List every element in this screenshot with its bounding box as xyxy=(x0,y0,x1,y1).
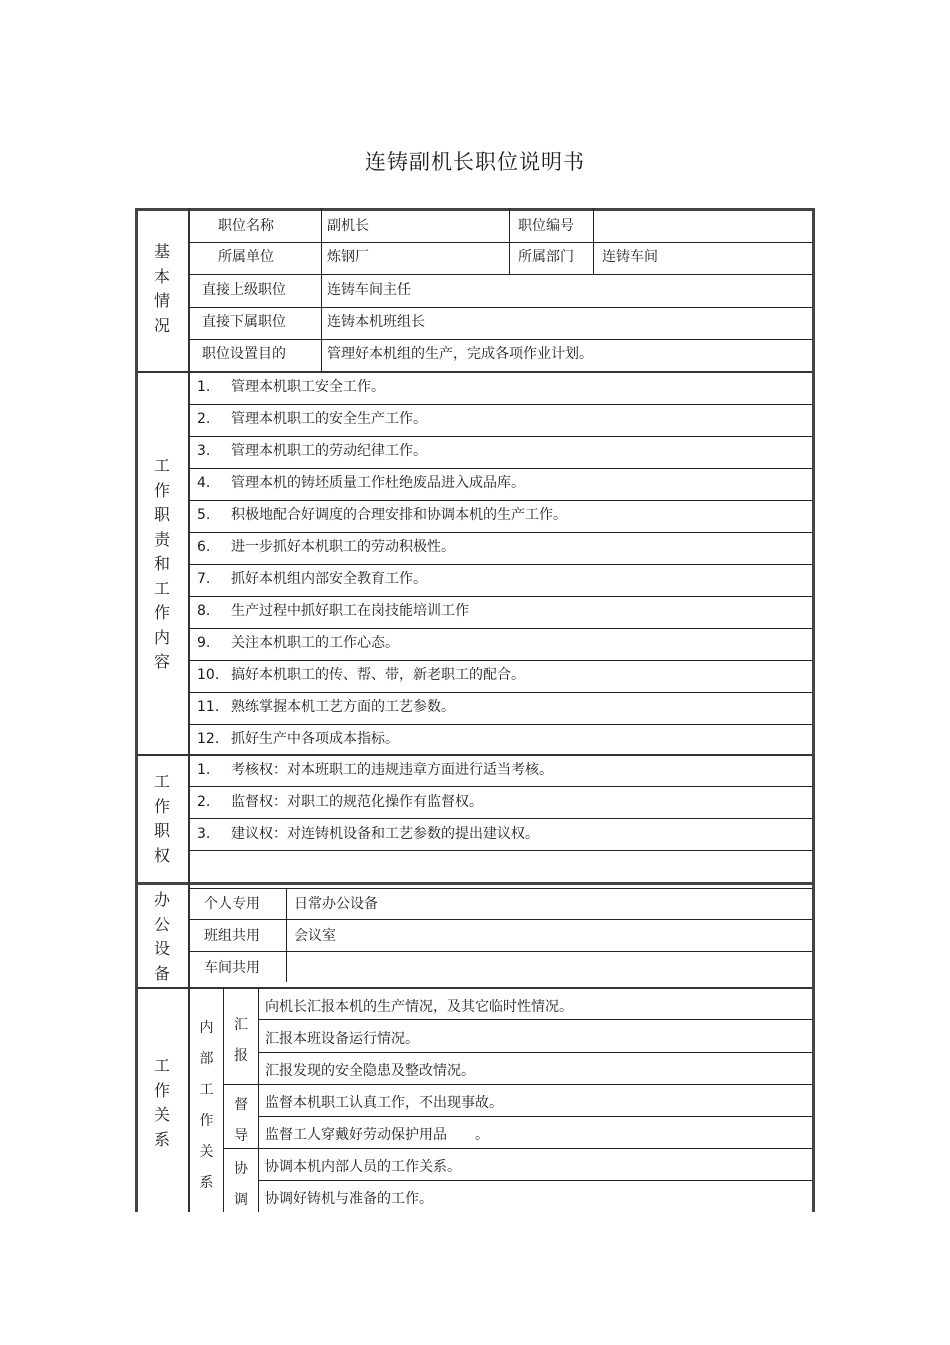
section-char: 责 xyxy=(153,529,170,549)
section-char: 本 xyxy=(153,266,170,286)
item-number: 2. xyxy=(197,794,211,810)
section-char: 职 xyxy=(153,505,170,524)
duty-item xyxy=(197,569,427,589)
rule xyxy=(258,987,259,1212)
label-char: 汇 xyxy=(234,1017,248,1033)
label-char: 调 xyxy=(234,1192,248,1208)
authority-item xyxy=(197,792,483,812)
duty-item xyxy=(197,505,567,525)
subordinate-label: 直接下属职位 xyxy=(202,314,286,330)
section-char: 工 xyxy=(153,578,170,598)
rule xyxy=(189,596,812,597)
item-number: 7. xyxy=(197,571,211,587)
rule xyxy=(189,692,812,693)
section-char: 工 xyxy=(153,456,170,475)
rule xyxy=(286,888,287,982)
rule xyxy=(189,242,812,243)
item-text: 管理本机职工的安全生产工作。 xyxy=(231,411,427,427)
duty-item xyxy=(197,729,399,749)
duty-item xyxy=(197,377,385,397)
label-char: 导 xyxy=(234,1128,248,1144)
dept-label: 所属部门 xyxy=(518,249,574,265)
duty-item xyxy=(197,537,455,557)
label-char: 作 xyxy=(199,1113,214,1129)
label-char: 报 xyxy=(234,1048,248,1064)
authority-item xyxy=(197,760,553,780)
section-char: 情 xyxy=(153,291,170,310)
rule xyxy=(259,1116,812,1117)
section-char: 容 xyxy=(153,652,170,671)
item-number: 12. xyxy=(197,731,220,747)
unit-value: 炼钢厂 xyxy=(327,249,369,265)
section-char: 况 xyxy=(153,315,170,335)
section-label-equipment xyxy=(138,888,186,986)
rule xyxy=(189,532,812,533)
supervise-item: 监督工人穿戴好劳动保护用品 。 xyxy=(265,1127,489,1143)
rule xyxy=(189,724,812,725)
rule xyxy=(189,850,812,851)
label-char: 内 xyxy=(199,1020,214,1036)
item-text: 考核权：对本班职工的违规违章方面进行适当考核。 xyxy=(231,762,553,778)
supervise-item: 监督本机职工认真工作，不出现事故。 xyxy=(265,1095,503,1111)
section-label-authority xyxy=(138,770,186,868)
rule xyxy=(189,468,812,469)
label-char: 部 xyxy=(199,1051,214,1067)
supervise-label xyxy=(224,1090,258,1152)
item-number: 3. xyxy=(197,826,211,842)
item-text: 熟练掌握本机工艺方面的工艺参数。 xyxy=(231,699,455,715)
section-label-basic xyxy=(138,240,186,338)
duty-item xyxy=(197,409,427,429)
dept-value: 连铸车间 xyxy=(602,249,658,265)
item-number: 6. xyxy=(197,539,211,555)
duty-item xyxy=(197,473,525,493)
label-char: 协 xyxy=(234,1161,248,1177)
item-text: 管理本机职工的劳动纪律工作。 xyxy=(231,443,427,459)
rule xyxy=(189,786,812,787)
section-char: 和 xyxy=(153,554,170,573)
item-number: 1. xyxy=(197,762,211,778)
item-number: 9. xyxy=(197,635,211,651)
item-number: 8. xyxy=(197,603,211,619)
rule xyxy=(189,628,812,629)
rule xyxy=(138,754,812,756)
section-char: 权 xyxy=(153,845,170,865)
rule xyxy=(593,208,594,274)
item-text: 管理本机职工安全工作。 xyxy=(231,379,385,395)
duty-item xyxy=(197,665,525,685)
rule xyxy=(189,436,812,437)
section-char: 公 xyxy=(153,914,170,934)
coordinate-label xyxy=(224,1154,258,1216)
rule xyxy=(321,208,322,371)
equipment-value: 会议室 xyxy=(294,928,336,944)
rule xyxy=(189,951,812,952)
duty-item xyxy=(197,633,399,653)
label-char: 系 xyxy=(199,1175,214,1191)
rule xyxy=(259,1019,812,1020)
unit-label: 所属单位 xyxy=(218,249,274,265)
rule xyxy=(259,1052,812,1053)
label-char: 关 xyxy=(199,1144,214,1160)
equipment-label: 个人专用 xyxy=(204,896,260,912)
rule xyxy=(189,818,812,819)
rule xyxy=(138,371,812,373)
item-number: 4. xyxy=(197,475,211,491)
equipment-label: 班组共用 xyxy=(204,928,260,944)
equipment-label: 车间共用 xyxy=(204,960,260,976)
rule xyxy=(189,274,812,275)
report-item: 向机长汇报本机的生产情况，及其它临时性情况。 xyxy=(265,999,573,1015)
item-number: 10. xyxy=(197,667,220,683)
section-char: 设 xyxy=(153,939,170,958)
rule xyxy=(138,208,812,211)
item-number: 5. xyxy=(197,507,211,523)
position-name-value: 副机长 xyxy=(327,218,369,234)
report-label xyxy=(224,1010,258,1072)
item-text: 建议权：对连铸机设备和工艺参数的提出建议权。 xyxy=(231,826,539,842)
coordinate-item: 协调好铸机与准备的工作。 xyxy=(265,1191,433,1207)
section-char: 作 xyxy=(153,796,170,816)
report-item: 汇报本班设备运行情况。 xyxy=(265,1031,419,1047)
item-number: 2. xyxy=(197,411,211,427)
item-text: 监督权：对职工的规范化操作有监督权。 xyxy=(231,794,483,810)
subordinate-value: 连铸本机班组长 xyxy=(327,314,425,330)
rule xyxy=(188,208,190,882)
item-number: 1. xyxy=(197,379,211,395)
item-text: 管理本机的铸坯质量工作杜绝废品进入成品库。 xyxy=(231,475,525,491)
section-label-relations xyxy=(138,1054,186,1152)
rule xyxy=(189,564,812,565)
rule xyxy=(189,339,812,340)
report-item: 汇报发现的安全隐患及整改情况。 xyxy=(265,1063,475,1079)
section-char: 关 xyxy=(153,1105,170,1124)
item-text: 进一步抓好本机职工的劳动积极性。 xyxy=(231,539,455,555)
label-char: 督 xyxy=(234,1097,248,1113)
section-char: 工 xyxy=(153,1056,170,1075)
item-text: 抓好生产中各项成本指标。 xyxy=(231,731,399,747)
rule xyxy=(259,1180,812,1181)
position-name-label: 职位名称 xyxy=(218,218,274,234)
job-description-table xyxy=(135,208,815,1212)
internal-relations-label xyxy=(190,1013,223,1199)
document-title: 连铸副机长职位说明书 xyxy=(365,150,585,174)
rule xyxy=(224,1084,812,1085)
section-char: 作 xyxy=(153,480,170,500)
item-text: 抓好本机组内部安全教育工作。 xyxy=(231,571,427,587)
item-text: 积极地配合好调度的合理安排和协调本机的生产工作。 xyxy=(231,507,567,523)
section-char: 职 xyxy=(153,821,170,840)
rule xyxy=(189,660,812,661)
item-text: 生产过程中抓好职工在岗技能培训工作 xyxy=(231,603,469,619)
section-char: 作 xyxy=(153,1080,170,1100)
duty-item xyxy=(197,697,455,717)
label-char: 工 xyxy=(199,1082,214,1098)
rule xyxy=(138,882,812,885)
superior-label: 直接上级职位 xyxy=(202,282,286,298)
section-char: 备 xyxy=(153,963,170,983)
purpose-label: 职位设置目的 xyxy=(202,346,286,362)
item-number: 11. xyxy=(197,699,220,715)
rule xyxy=(509,208,510,274)
section-char: 工 xyxy=(153,772,170,791)
equipment-value: 日常办公设备 xyxy=(294,896,378,912)
section-char: 作 xyxy=(153,603,170,622)
superior-value: 连铸车间主任 xyxy=(327,282,411,298)
item-text: 搞好本机职工的传、帮、带，新老职工的配合。 xyxy=(231,667,525,683)
rule xyxy=(189,919,812,920)
rule xyxy=(224,1148,812,1149)
duty-item xyxy=(197,441,427,461)
rule xyxy=(189,404,812,405)
rule xyxy=(138,987,812,989)
duty-item xyxy=(197,601,469,621)
purpose-value: 管理好本机组的生产，完成各项作业计划。 xyxy=(327,346,593,362)
position-code-label: 职位编号 xyxy=(518,218,574,234)
item-text: 关注本机职工的工作心态。 xyxy=(231,635,399,651)
section-char: 办 xyxy=(153,890,170,909)
section-char: 内 xyxy=(153,627,170,647)
authority-item xyxy=(197,824,539,844)
section-char: 系 xyxy=(153,1129,170,1149)
coordinate-item: 协调本机内部人员的工作关系。 xyxy=(265,1159,461,1175)
rule xyxy=(189,307,812,308)
section-char: 基 xyxy=(153,242,170,261)
section-label-duties xyxy=(138,454,186,675)
rule xyxy=(189,888,812,889)
rule xyxy=(189,500,812,501)
item-number: 3. xyxy=(197,443,211,459)
